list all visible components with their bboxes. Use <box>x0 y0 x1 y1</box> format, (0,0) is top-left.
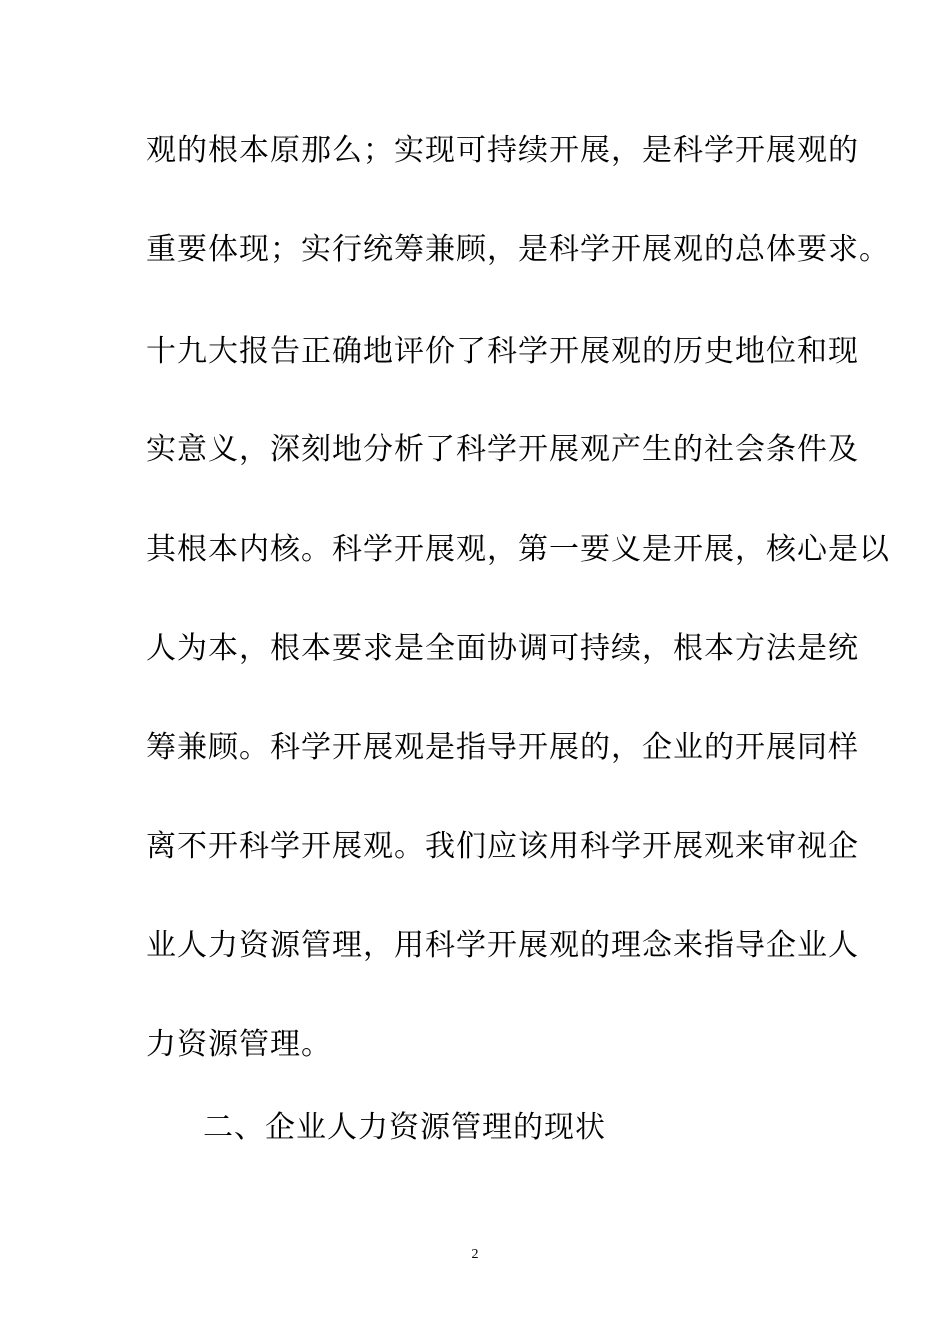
body-text-line: 观的根本原那么；实现可持续开展，是科学开展观的 <box>146 133 859 168</box>
body-text-line: 其根本内核。科学开展观，第一要义是开展，核心是以 <box>146 532 890 567</box>
page-number: 2 <box>471 1247 479 1262</box>
body-text-line: 重要体现；实行统筹兼顾，是科学开展观的总体要求。 <box>146 232 890 267</box>
body-text-line: 十九大报告正确地评价了科学开展观的历史地位和现 <box>146 334 859 369</box>
body-text-line: 人为本，根本要求是全面协调可持续，根本方法是统 <box>146 631 859 666</box>
body-text-line: 实意义，深刻地分析了科学开展观产生的社会条件及 <box>146 432 859 467</box>
body-text-line: 离不开科学开展观。我们应该用科学开展观来审视企 <box>146 829 859 864</box>
body-text-line: 业人力资源管理，用科学开展观的理念来指导企业人 <box>146 928 859 963</box>
body-text-line: 力资源管理。 <box>146 1027 332 1062</box>
section-heading: 二、企业人力资源管理的现状 <box>203 1110 606 1145</box>
body-text-line: 筹兼顾。科学开展观是指导开展的，企业的开展同样 <box>146 730 859 765</box>
